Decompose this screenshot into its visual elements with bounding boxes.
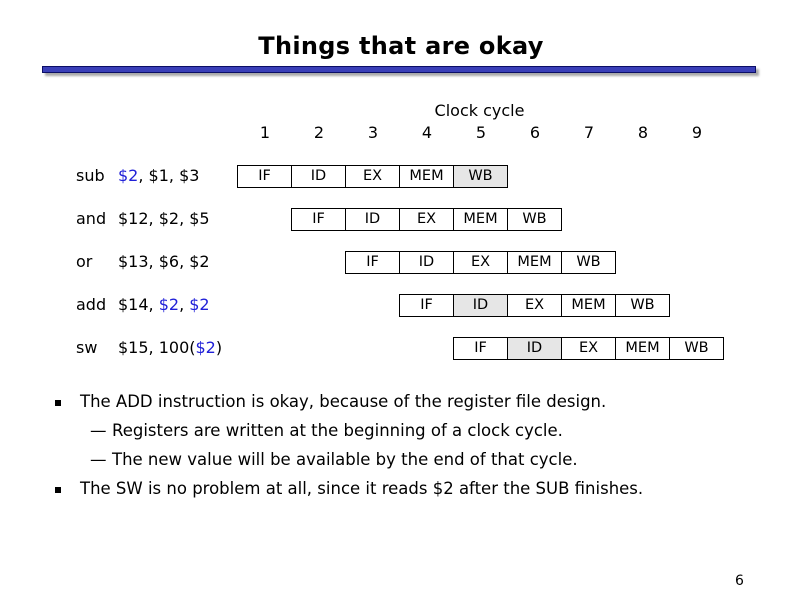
- cycle-number-5: 5: [475, 123, 487, 142]
- operand-text: $15, 100(: [118, 338, 196, 357]
- pipeline-stage-id: ID: [291, 165, 346, 188]
- pipeline-stage-ex: EX: [453, 251, 508, 274]
- pipeline-stage-wb: WB: [615, 294, 670, 317]
- instruction-operands: [118, 252, 210, 271]
- pipeline-stage-if: IF: [453, 337, 508, 360]
- operand-text: ): [215, 338, 223, 357]
- page-number: 6: [735, 573, 744, 589]
- instruction-opcode: or: [76, 252, 93, 271]
- pipeline-stage-ex: EX: [399, 208, 454, 231]
- pipeline-stage-ex: EX: [507, 294, 562, 317]
- cycle-number-1: 1: [259, 123, 271, 142]
- pipeline-stage-ex: EX: [561, 337, 616, 360]
- instruction-row-sw: [0, 337, 792, 359]
- sub-bullet-text: The new value will be available by the end of that cycle.: [112, 450, 578, 469]
- operand-text: $12, $2, $5: [118, 209, 210, 228]
- instruction-row-add: [0, 294, 792, 316]
- square-bullet-icon: [55, 487, 61, 493]
- cycle-number-header: [0, 123, 792, 145]
- sub-bullet-text: Registers are written at the beginning of a clock cycle.: [112, 421, 563, 440]
- instruction-opcode: sub: [76, 166, 105, 185]
- cycle-number-7: 7: [583, 123, 595, 142]
- pipeline-stage-wb: WB: [561, 251, 616, 274]
- cycle-number-4: 4: [421, 123, 433, 142]
- highlighted-register: $2: [158, 295, 180, 314]
- pipeline-stage-if: IF: [291, 208, 346, 231]
- instruction-opcode: add: [76, 295, 107, 314]
- dash-bullet-icon: —: [90, 421, 107, 440]
- pipeline-stage-if: IF: [399, 294, 454, 317]
- cycle-number-6: 6: [529, 123, 541, 142]
- pipeline-stage-wb: WB: [507, 208, 562, 231]
- pipeline-stage-id: ID: [345, 208, 400, 231]
- title-underline-bar: [42, 66, 756, 73]
- instruction-row-and: [0, 208, 792, 230]
- pipeline-stage-mem: MEM: [615, 337, 670, 360]
- highlighted-register: $2: [118, 166, 139, 185]
- pipeline-stage-id: ID: [507, 337, 562, 360]
- pipeline-stage-if: IF: [237, 165, 292, 188]
- pipeline-stage-mem: MEM: [507, 251, 562, 274]
- dash-bullet-icon: —: [90, 450, 107, 469]
- instruction-operands: [118, 209, 210, 228]
- instruction-row-sub: [0, 165, 792, 187]
- instruction-opcode: and: [76, 209, 107, 228]
- pipeline-stage-mem: MEM: [453, 208, 508, 231]
- operand-text: , $1, $3: [138, 166, 200, 185]
- cycle-number-2: 2: [313, 123, 325, 142]
- instruction-row-or: [0, 251, 792, 273]
- highlighted-register: $2: [189, 295, 210, 314]
- instruction-opcode: sw: [76, 338, 98, 357]
- pipeline-stage-wb: WB: [453, 165, 508, 188]
- square-bullet-icon: [55, 400, 61, 406]
- pipeline-stage-mem: MEM: [399, 165, 454, 188]
- pipeline-stage-wb: WB: [669, 337, 724, 360]
- operand-text: $13, $6, $2: [118, 252, 210, 271]
- slide-title: Things that are okay: [258, 32, 544, 60]
- cycle-number-8: 8: [637, 123, 649, 142]
- bullet-text: The SW is no problem at all, since it reads $2 after the SUB finishes.: [80, 479, 644, 498]
- bullet-text: The ADD instruction is okay, because of the register file design.: [80, 392, 607, 411]
- instruction-operands: [118, 295, 210, 314]
- cycle-number-9: 9: [691, 123, 703, 142]
- pipeline-stage-id: ID: [399, 251, 454, 274]
- operand-text: ,: [179, 295, 190, 314]
- cycle-number-3: 3: [367, 123, 379, 142]
- instruction-operands: [118, 338, 222, 357]
- pipeline-stage-id: ID: [453, 294, 508, 317]
- clock-cycle-axis-label: Clock cycle: [434, 101, 525, 120]
- instruction-operands: [118, 166, 199, 185]
- highlighted-register: $2: [195, 338, 216, 357]
- pipeline-stage-if: IF: [345, 251, 400, 274]
- pipeline-stage-mem: MEM: [561, 294, 616, 317]
- pipeline-stage-ex: EX: [345, 165, 400, 188]
- operand-text: $14,: [118, 295, 159, 314]
